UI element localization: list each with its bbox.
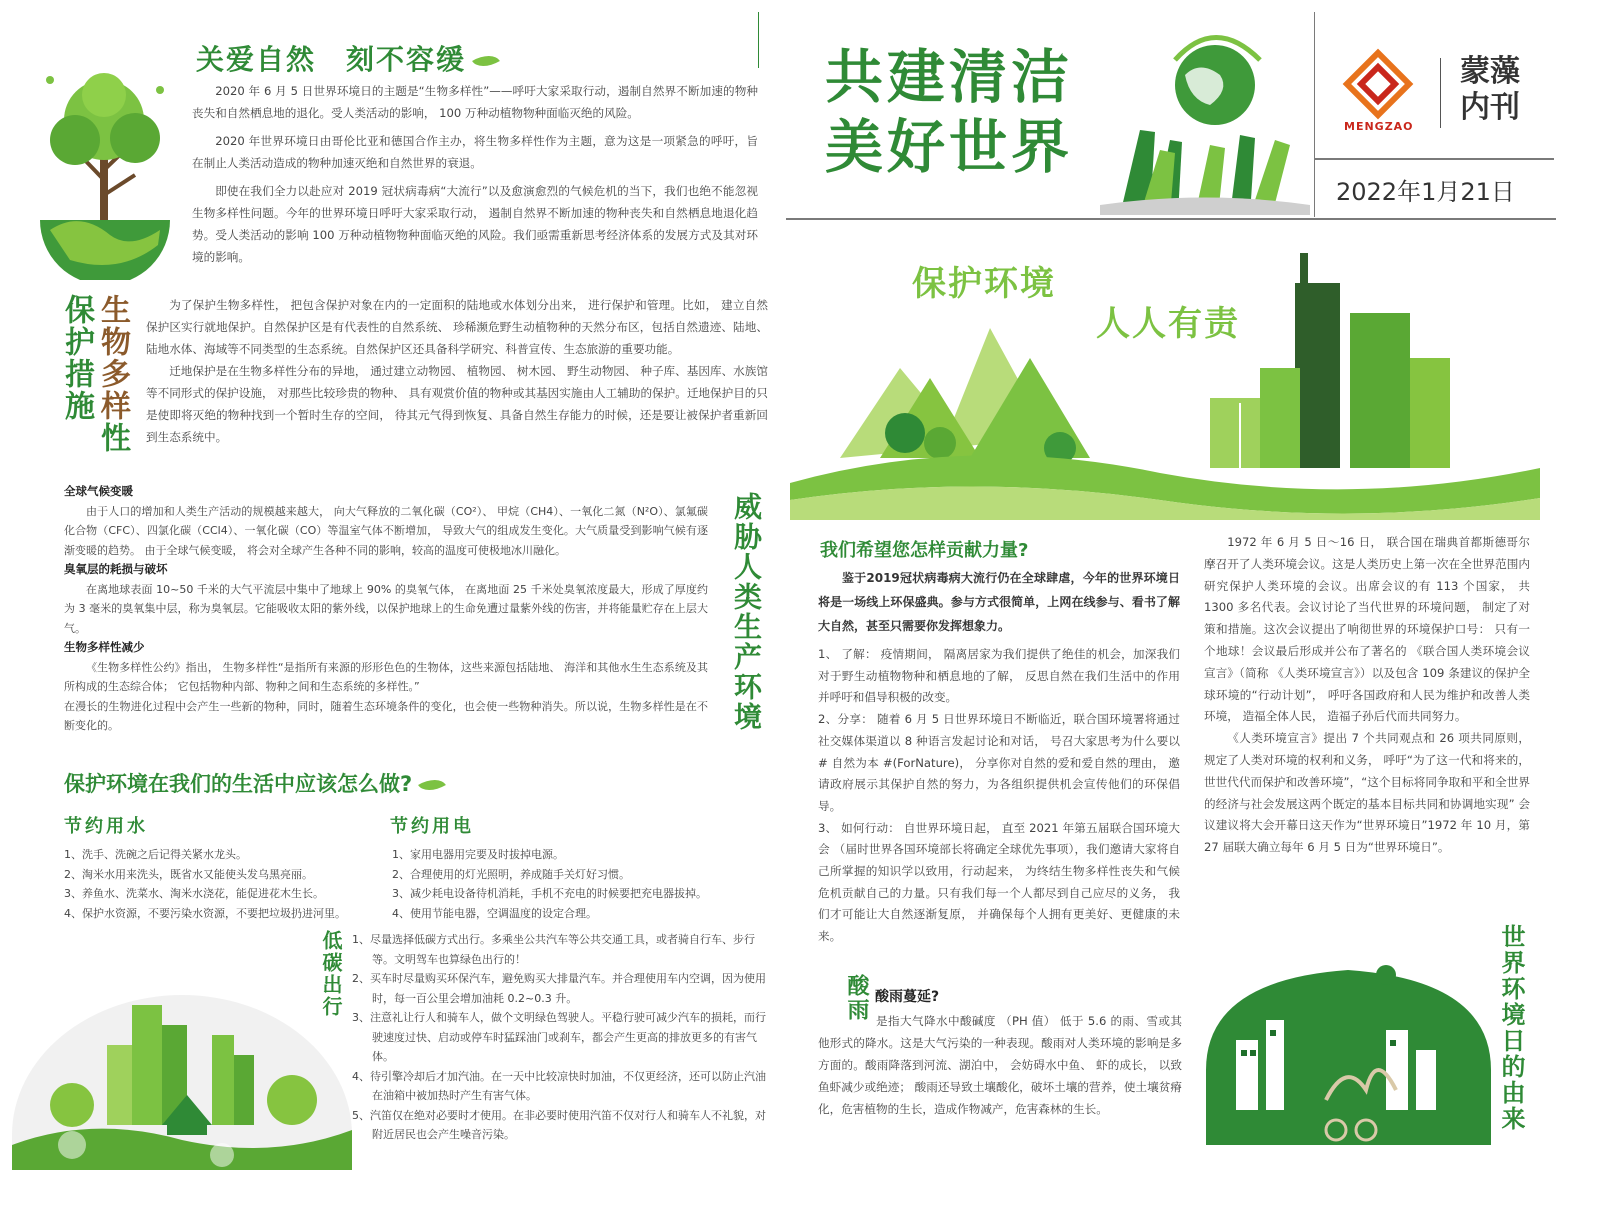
list-item: 2、买车时尽量购买环保汽车，避免购买大排量汽车。并合理使用车内空调，因为使用时，每一百公里会增加油耗 0.2~0.3 升。 bbox=[352, 972, 766, 1005]
list-item: 3、注意礼让行人和骑车人，做个文明绿色驾驶人。平稳行驶可减少汽车的损耗，而行驶速度过快、启动或停车时猛踩油门或刹车，都会产生更高的排放更多的有害气体。 bbox=[352, 1011, 766, 1063]
paragraph: 2020 年世界环境日由哥伦比亚和德国合作主办，将生物多样性作为主题，意为这是一项紧急的呼吁，旨在制止人类活动造成的物种加速灭绝和自然世界的衰退。 bbox=[192, 134, 758, 170]
list-item: 3、减少耗电设备待机消耗，手机不充电的时候要把充电器拔掉。 bbox=[392, 887, 707, 900]
section5-title: 我们希望您怎样贡献力量? bbox=[820, 540, 1029, 561]
list-item: 4、待引擎冷却后才加汽油。在一天中比较凉快时加油，不仅更经济，还可以防止汽油在油箱中被加热时产生有害气体。 bbox=[352, 1069, 766, 1102]
section4-title: 保护环境在我们的生活中应该怎么做? bbox=[64, 768, 444, 798]
hands-globe-illustration bbox=[1100, 20, 1310, 215]
list-item: 5、汽笛仅在绝对必要时才使用。在非必要时使用汽笛不仅对行人和骑车人不礼貌，对附近居民也会产生噪音污染。 bbox=[352, 1108, 766, 1141]
acid-rain-vertical-title: 酸雨 bbox=[844, 974, 869, 1022]
mengzao-logo-icon bbox=[1342, 48, 1414, 120]
list-item: 1、洗手、洗碗之后记得关紧水龙头。 bbox=[64, 848, 247, 861]
water-title: 节约用水 bbox=[64, 816, 148, 837]
section7-body bbox=[1204, 532, 1530, 859]
section5-list bbox=[818, 644, 1180, 948]
divider bbox=[1440, 58, 1441, 128]
list-item: 3、 如何行动： 自世界环境日起， 直至 2021 年第五届联合国环境大会 （届时世界各国环境部长将确定全球优先事项），我们邀请大家将自己所掌握的知识学以致用，行动起来， 为终结生物多样性丧失和气候危机贡献自己的力量。只有我们每一个人都尽到自己应尽的义务， 我们才可能让大自然逐渐复原， 并确保每个人拥有更美好、更健康的未来。 bbox=[818, 820, 1180, 944]
lowcarbon-list bbox=[352, 930, 772, 1145]
list-item: 1、 了解： 疫情期间， 隔离居家为我们提供了绝佳的机会，加深我们对于野生动植物物种和栖息地的了解， 反思自然在我们生活中的作用并呼吁和倡导积极的改变。 bbox=[818, 647, 1180, 705]
main-title bbox=[825, 42, 1073, 182]
divider bbox=[758, 12, 759, 68]
main-title-line2: 美好世界 bbox=[825, 113, 1074, 181]
eco-city-illustration bbox=[1206, 950, 1491, 1145]
power-list bbox=[392, 845, 772, 923]
list-item: 4、使用节能电器，空调温度的设定合理。 bbox=[392, 906, 597, 920]
green-city-illustration bbox=[12, 995, 352, 1170]
divider bbox=[1314, 12, 1315, 217]
section1-title: 关爱自然 刻不容缓 bbox=[196, 38, 498, 78]
paragraph: 《生物多样性公约》指出， 生物多样性“是指所有来源的形形色色的生物体，这些来源包括陆地、 海洋和其他水生生态系统及其所构成的生态综合体； 它包括物种内部、物种之间和生态系统的多样性。” bbox=[64, 660, 708, 693]
list-item: 4、保护水资源，不要污染水资源，不要把垃圾扔进河里。 bbox=[64, 906, 346, 920]
list-item: 2、淘米水用来洗头，既省水又能使头发乌黑亮丽。 bbox=[64, 867, 313, 881]
main-title-line1: 共建清洁 bbox=[825, 43, 1074, 111]
acid-rain-subtitle: 酸雨蔓延? bbox=[875, 989, 940, 1005]
section3-body bbox=[64, 482, 708, 736]
list-item: 1、家用电器用完要及时拔掉电源。 bbox=[392, 848, 564, 861]
paragraph: 在离地球表面 10~50 千米的大气平流层中集中了地球上 90% 的臭氧气体， 在离地面 25 千米处臭氧浓度最大，形成了厚度约为 3 毫米的臭氧集中层，称为臭氧层。它能吸收太阳的紫外线，以保护地球上的生命免遭过量紫外线的伤害，并将能量贮存在上层大气。 bbox=[64, 582, 708, 635]
leaf-icon bbox=[418, 773, 446, 797]
logo-text: MENGZAO bbox=[1344, 120, 1414, 133]
paragraph: 即使在我们全力以赴应对 2019 冠状病毒病“大流行”以及愈演愈烈的气候危机的当下，我们也绝不能忽视生物多样性问题。今年的世界环境日呼吁大家采取行动， 遏制自然界不断加速的物种丧失和自然栖息地退化趋势。受人类活动的影响 100 万种动植物物种面临灭绝的风险。我们亟需重新思考经济体系的发展方式及其对环境的影响。 bbox=[192, 184, 758, 264]
banner-line1: 保护环境 bbox=[912, 264, 1056, 304]
divider bbox=[1314, 158, 1554, 160]
lowcarbon-title: 低碳出行 bbox=[319, 930, 343, 1018]
list-item: 3、养鱼水、洗菜水、淘米水浇花，能促进花木生长。 bbox=[64, 887, 324, 900]
list-item: 1、尽量选择低碳方式出行。多乘坐公共汽车等公共交通工具，或者骑自行车、步行等。文明驾车也算绿色出行的！ bbox=[352, 933, 755, 966]
water-list bbox=[64, 845, 384, 923]
section5-body bbox=[818, 566, 1180, 948]
acid-rain-text: 是指大气降水中酸碱度 （PH 值） 低于 5.6 的雨、雪或其他形式的降水。这是大气污染的一种表现。酸雨对人类环境的影响是多方面的。酸雨降落到河流、湖泊中， 会妨碍水中鱼、 虾的成长， 以致鱼虾减少或绝迹； 酸雨还导致土壤酸化，破坏土壤的营养，使土壤贫瘠化，危害植物的生长，造成作物减产，危害森林的生长。 bbox=[818, 1014, 1182, 1116]
paragraph: 2020 年 6 月 5 日世界环境日的主题是“生物多样性”——呼吁大家采取行动，遏制自然界不断加速的物种丧失和自然栖息地的退化。受人类活动的影响， 100 万种动植物物种面临灭绝的风险。 bbox=[192, 84, 758, 120]
journal-name: 蒙藻 内刊 bbox=[1460, 54, 1520, 125]
issue-date: 2022年1月21日 bbox=[1336, 178, 1515, 206]
divider bbox=[786, 218, 1556, 220]
paragraph: 《人类环境宣言》提出 7 个共同观点和 26 项共同原则， 规定了人类对环境的权利和义务， 呼吁“为了这一代和将来的，世世代代而保护和改善环境”，“这个目标将同争取和平和全世界的经济与社会发展这两个既定的基本目标共同和协调地实现” 会议建议将大会开幕日这天作为“世界环境日”1972 年 10 月，第 27 届联大确立每年 6 月 5 日为“世界环境日”。 bbox=[1204, 731, 1530, 855]
list-item: 2、分享： 随着 6 月 5 日世界环境日不断临近，联合国环境署将通过社交媒体渠道以 8 种语言发起讨论和对话， 号召大家思考为什么要以 # 自然为本 #(ForNature)， 分享你对自然的爱和爱自然的理由， 邀请政府展示其保护自然的努力，为各组织提供机会宣传他们的环保倡导。 bbox=[818, 712, 1180, 813]
section7-vertical-title: 世界环境日的由来 bbox=[1497, 924, 1525, 1132]
subheading: 生物多样性减少 bbox=[64, 640, 145, 654]
banner-line2: 人人有责 bbox=[1096, 304, 1240, 344]
paragraph: 由于人口的增加和人类生产活动的规模越来越大， 向大气释放的二氧化碳（CO²）、 甲烷（CH4）、一氧化二氮（N²O）、氯氟碳化合物（CFC）、四氯化碳（CCl4）、一氧化碳（CO）等温室气体不断增加， 导致大气的组成发生变化。大气质量受到影响气候有逐渐变暖的趋势。 由于全球气候变暖， 将会对全球产生各种不同的影响，较高的温度可使极地冰川融化。 bbox=[64, 504, 708, 557]
paragraph: 1972 年 6 月 5 日～16 日， 联合国在瑞典首都斯德哥尔摩召开了人类环境会议。这是人类历史上第一次在全世界范围内研究保护人类环境的会议。出席会议的有 113 个国家， 共 1300 多名代表。会议讨论了当代世界的环境问题， 制定了对策和措施。这次会议提出了响彻世界的环境保护口号： 只有一个地球！会议最后形成并公布了著名的 《联合国人类环境会议宣言》（简称 《人类环境宣言》）以及包含 109 条建议的保护全球环境的“行动计划”， 呼吁各国政府和人民为维护和改善人类环境， 造福全体人民， 造福子孙后代而共同努力。 bbox=[1204, 535, 1530, 724]
list-item: 2、合理使用的灯光照明，养成随手关灯好习惯。 bbox=[392, 867, 630, 881]
paragraph: 为了保护生物多样性， 把包含保护对象在内的一定面积的陆地或水体划分出来， 进行保护和管理。比如， 建立自然保护区实行就地保护。自然保护区是有代表性的自然系统、 珍稀濒危野生动植物种的天然分布区，包括自然遗迹、陆地、陆地水体、海域等不同类型的生态系统。自然保护区还具备科学研究、科普宣传、生态旅游的重要功能。 bbox=[146, 298, 768, 356]
landscape-city-illustration bbox=[790, 228, 1540, 520]
tree-globe-illustration bbox=[30, 60, 180, 280]
section2-vertical-title: 生物多样性保护措施 bbox=[59, 294, 130, 454]
paragraph: 鉴于2019冠状病毒病大流行仍在全球肆虐，今年的世界环境日将是一场线上环保盛典。参与方式很简单，上网在线参与、看书了解大自然，甚至只需要你发挥想象力。 bbox=[818, 571, 1180, 633]
subheading: 臭氧层的耗损与破坏 bbox=[64, 562, 168, 576]
section1-body bbox=[192, 80, 758, 268]
paragraph: 在漫长的生物进化过程中会产生一些新的物种，同时，随着生态环境条件的变化，也会使一些物种消失。所以说，生物多样性是在不断变化的。 bbox=[64, 699, 708, 732]
power-title: 节约用电 bbox=[390, 816, 474, 837]
subheading: 全球气候变暖 bbox=[64, 484, 133, 498]
paragraph: 迁地保护是在生物多样性分布的异地， 通过建立动物园、 植物园、 树木园、 野生动物园、 种子库、基因库、水族馆等不同形式的保护设施， 对那些比较珍贵的物种、 具有观赏价值的物种或其基因实施由人工辅助的保护。迁地保护目的只是使即将灭绝的物种找到一个暂时生存的空间， 待其元气得到恢复、具备自然生存能力的时候，还是要让被保护者重新回到生态系统中。 bbox=[146, 364, 768, 444]
leaf-icon bbox=[472, 49, 500, 73]
section3-vertical-title: 威胁人类生产环境 bbox=[730, 492, 763, 732]
section2-body bbox=[146, 294, 768, 448]
